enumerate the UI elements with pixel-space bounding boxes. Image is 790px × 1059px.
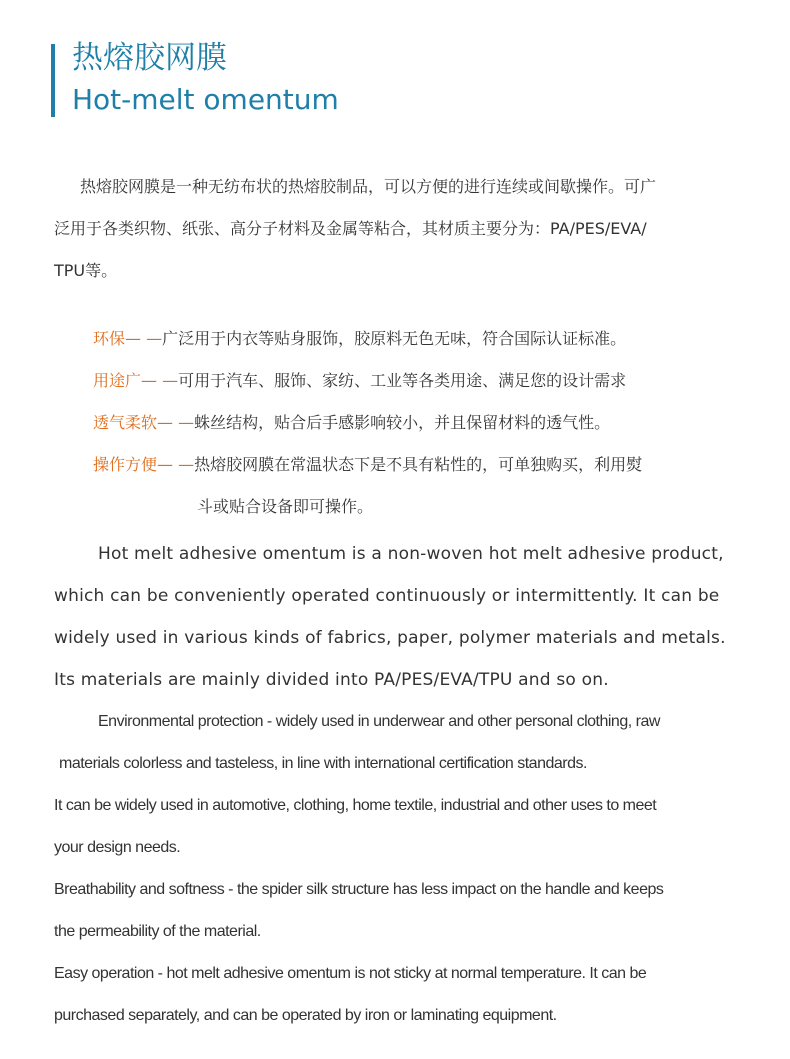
- intro-cn-line-2: 泛用于各类织物、纸张、高分子材料及金属等粘合，其材质主要分为：PA/PES/EVA/: [54, 219, 647, 238]
- page-title-cn: 热熔胶网膜: [72, 40, 227, 76]
- feature-cn-2-label: 用途广— —: [93, 371, 179, 390]
- title-accent-bar: [51, 44, 55, 117]
- feature-en-line-4: your design needs.: [54, 839, 181, 856]
- feature-cn-2: [93, 370, 626, 392]
- intro-cn-line-3: TPU等。: [54, 261, 118, 280]
- feature-en-line-1: Environmental protection - widely used in underwear and other personal clothing, raw: [98, 713, 660, 730]
- feature-cn-1: [93, 328, 626, 350]
- intro-en-line-1: Hot melt adhesive omentum is a non-woven hot melt adhesive product,: [98, 544, 724, 564]
- feature-en-line-2: materials colorless and tasteless, in line with international certification standards.: [59, 755, 587, 772]
- feature-cn-3: [93, 412, 610, 434]
- page-title-en: Hot-melt omentum: [72, 83, 339, 116]
- intro-en-line-2: which can be conveniently operated continuously or intermittently. It can be: [54, 586, 720, 606]
- intro-en-line-3: widely used in various kinds of fabrics, paper, polymer materials and metals.: [54, 628, 726, 648]
- feature-cn-1-label: 环保— —: [93, 329, 163, 348]
- intro-cn-line-1: 热熔胶网膜是一种无纺布状的热熔胶制品，可以方便的进行连续或间歇操作。可广: [80, 177, 657, 196]
- feature-en-line-8: purchased separately, and can be operated by iron or laminating equipment.: [54, 1007, 557, 1024]
- feature-en-line-6: the permeability of the material.: [54, 923, 261, 940]
- feature-cn-4-text: 热熔胶网膜在常温状态下是不具有粘性的，可单独购买，利用熨: [194, 455, 643, 474]
- feature-en-line-7: Easy operation - hot melt adhesive omentum is not sticky at normal temperature. It can be: [54, 965, 647, 982]
- feature-cn-4: [93, 454, 642, 476]
- feature-cn-4-cont: 斗或贴合设备即可操作。: [197, 497, 374, 516]
- intro-en-line-4: Its materials are mainly divided into PA/PES/EVA/TPU and so on.: [54, 670, 609, 690]
- feature-en-line-5: Breathability and softness - the spider silk structure has less impact on the handle and keeps: [54, 881, 664, 898]
- feature-cn-1-text: 广泛用于内衣等贴身服饰，胶原料无色无味，符合国际认证标准。: [162, 329, 627, 348]
- feature-en-line-3: It can be widely used in automotive, clothing, home textile, industrial and other uses to meet: [54, 797, 657, 814]
- feature-cn-3-label: 透气柔软— —: [93, 413, 195, 432]
- feature-cn-2-text: 可用于汽车、服饰、家纺、工业等各类用途、满足您的设计需求: [178, 371, 627, 390]
- feature-cn-4-label: 操作方便— —: [93, 455, 195, 474]
- feature-cn-3-text: 蛛丝结构，贴合后手感影响较小，并且保留材料的透气性。: [194, 413, 611, 432]
